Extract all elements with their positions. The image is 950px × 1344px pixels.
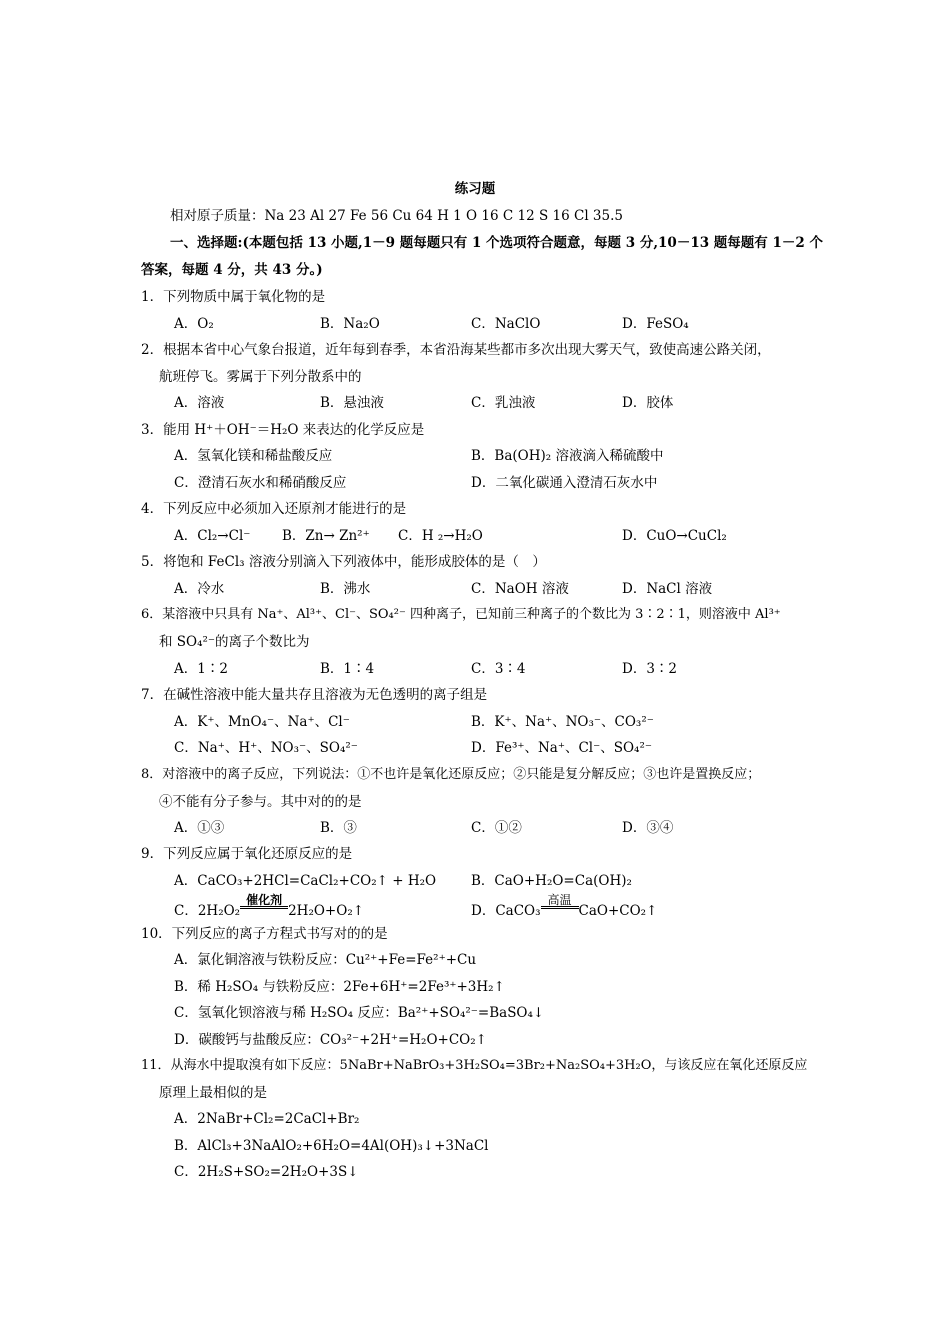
equals-arrow-icon xyxy=(541,906,579,909)
question-2-option-d: D．胶体 xyxy=(622,395,674,411)
question-1-stem: 1．下列物质中属于氧化物的是 xyxy=(141,289,326,305)
question-1-option-c: C．NaClO xyxy=(471,316,541,332)
question-6-stem-line1: 6．某溶液中只具有 Na⁺、Al³⁺、Cl⁻、SO₄²⁻ 四种离子，已知前三种离子的个数比为 3∶2∶1，则溶液中 Al³⁺ xyxy=(141,607,781,622)
question-9-option-d-product: CaO+CO₂↑ xyxy=(578,903,658,919)
page-title: 练习题 xyxy=(454,181,496,197)
question-1-option-b: B．Na₂O xyxy=(320,316,380,332)
question-3-option-c: C．澄清石灰水和稀硝酸反应 xyxy=(174,475,347,491)
question-10-option-d: D．碳酸钙与盐酸反应：CO₃²⁻+2H⁺=H₂O+CO₂↑ xyxy=(174,1032,487,1048)
question-5-option-c: C．NaOH 溶液 xyxy=(471,581,569,597)
question-7-option-c: C．Na⁺、H⁺、NO₃⁻、SO₄²⁻ xyxy=(174,740,358,756)
section-heading-line2: 答案，每题 4 分，共 43 分。) xyxy=(141,262,323,278)
question-2-stem-line1: 2．根据本省中心气象台报道，近年每到春季，本省沿海某些都市多次出现大雾天气，致使高速公路关闭， xyxy=(141,342,771,358)
question-7-stem: 7．在碱性溶液中能大量共存且溶液为无色透明的离子组是 xyxy=(141,687,488,703)
reaction-arrow-heat xyxy=(541,893,579,915)
question-6-option-b: B．1∶4 xyxy=(320,661,375,677)
question-10-option-b: B．稀 H₂SO₄ 与铁粉反应：2Fe+6H⁺=2Fe³⁺+3H₂↑ xyxy=(174,979,505,995)
section-heading-line1: 一、选择题:(本题包括 13 小题,1－9 题每题只有 1 个选项符合题意，每题 3 分,10－13 题每题有 1－2 个 xyxy=(170,235,823,251)
question-6-option-d: D．3∶2 xyxy=(622,661,678,677)
question-11-option-a: A．2NaBr+Cl₂=2CaCl+Br₂ xyxy=(174,1111,360,1127)
question-9-option-d xyxy=(471,893,658,920)
question-9-option-b: B．CaO+H₂O=Ca(OH)₂ xyxy=(471,873,632,889)
question-2-option-a: A．溶液 xyxy=(174,395,225,411)
question-9-option-c-product: 2H₂O+O₂↑ xyxy=(288,903,365,919)
question-5-option-b: B．沸水 xyxy=(320,581,371,597)
question-2-option-b: B．悬浊液 xyxy=(320,395,384,411)
reaction-condition-heat: 高温 xyxy=(547,893,572,907)
question-5-stem: 5．将饱和 FeCl₃ 溶液分别滴入下列液体中，能形成胶体的是（ ） xyxy=(141,554,546,570)
question-5-option-d: D．NaCl 溶液 xyxy=(622,581,713,597)
question-1-option-a: A．O₂ xyxy=(174,316,214,332)
question-7-option-a: A．K⁺、MnO₄⁻、Na⁺、Cl⁻ xyxy=(174,714,350,730)
atomic-masses: 相对原子质量：Na 23 Al 27 Fe 56 Cu 64 H 1 O 16 C 12 S 16 Cl 35.5 xyxy=(170,208,623,224)
question-5-option-a: A．冷水 xyxy=(174,581,225,597)
question-8-option-c: C．①② xyxy=(471,820,522,836)
question-2-option-c: C．乳浊液 xyxy=(471,395,536,411)
reaction-condition-catalyst: 催化剂 xyxy=(246,893,283,907)
question-3-option-d: D．二氧化碳通入澄清石灰水中 xyxy=(471,475,658,491)
reaction-arrow-catalyst xyxy=(240,893,288,915)
question-11-option-c: C．2H₂S+SO₂=2H₂O+3S↓ xyxy=(174,1164,359,1180)
question-3-option-a: A．氢氧化镁和稀盐酸反应 xyxy=(174,448,333,464)
question-4-option-b: B．Zn→ Zn²⁺ xyxy=(282,528,370,544)
question-4-stem: 4．下列反应中必须加入还原剂才能进行的是 xyxy=(141,501,407,517)
question-2-stem-line2: 航班停飞。雾属于下列分散系中的 xyxy=(159,369,362,385)
question-9-stem: 9．下列反应属于氧化还原反应的是 xyxy=(141,846,353,862)
question-6-option-c: C．3∶4 xyxy=(471,661,526,677)
question-8-option-d: D．③④ xyxy=(622,820,674,836)
question-8-stem-line1: 8．对溶液中的离子反应，下列说法：①不也许是氧化还原反应；②只能是复分解反应；③也许是置换反应； xyxy=(141,767,761,782)
question-11-option-b: B．AlCl₃+3NaAlO₂+6H₂O=4Al(OH)₃↓+3NaCl xyxy=(174,1138,489,1154)
question-3-option-b: B．Ba(OH)₂ 溶液滴入稀硫酸中 xyxy=(471,448,664,464)
question-8-option-a: A．①③ xyxy=(174,820,225,836)
question-9-option-d-reactant: D．CaCO₃ xyxy=(471,903,541,919)
question-9-option-c xyxy=(174,893,365,920)
question-3-stem: 3．能用 H⁺＋OH⁻＝H₂O 来表达的化学反应是 xyxy=(141,422,425,438)
question-7-option-d: D．Fe³⁺、Na⁺、Cl⁻、SO₄²⁻ xyxy=(471,740,653,756)
question-8-option-b: B．③ xyxy=(320,820,357,836)
question-9-option-c-reactant: C．2H₂O₂ xyxy=(174,903,241,919)
question-11-stem-line1: 11．从海水中提取溴有如下反应：5NaBr+NaBrO₃+3H₂SO₄=3Br₂+Na₂SO₄+3H₂O，与该反应在氧化还原反应 xyxy=(141,1058,808,1073)
question-11-stem-line2: 原理上最相似的是 xyxy=(159,1085,267,1101)
question-10-option-a: A．氯化铜溶液与铁粉反应：Cu²⁺+Fe=Fe²⁺+Cu xyxy=(174,952,477,968)
question-10-option-c: C．氢氧化钡溶液与稀 H₂SO₄ 反应：Ba²⁺+SO₄²⁻=BaSO₄↓ xyxy=(174,1005,545,1021)
question-10-stem: 10．下列反应的离子方程式书写对的的是 xyxy=(141,926,388,942)
question-7-option-b: B．K⁺、Na⁺、NO₃⁻、CO₃²⁻ xyxy=(471,714,654,730)
question-4-option-d: D．CuO→CuCl₂ xyxy=(622,528,727,544)
question-6-option-a: A．1∶2 xyxy=(174,661,228,677)
question-4-option-a: A．Cl₂→Cl⁻ xyxy=(174,528,251,544)
question-6-stem-line2: 和 SO₄²⁻的离子个数比为 xyxy=(159,634,310,650)
question-1-option-d: D．FeSO₄ xyxy=(622,316,689,332)
question-9-option-a: A．CaCO₃+2HCl=CaCl₂+CO₂↑ + H₂O xyxy=(174,873,437,889)
equals-arrow-icon xyxy=(240,906,288,909)
question-8-stem-line2: ④不能有分子参与。其中对的的是 xyxy=(159,794,362,810)
question-4-option-c: C．H ₂→H₂O xyxy=(398,528,483,544)
